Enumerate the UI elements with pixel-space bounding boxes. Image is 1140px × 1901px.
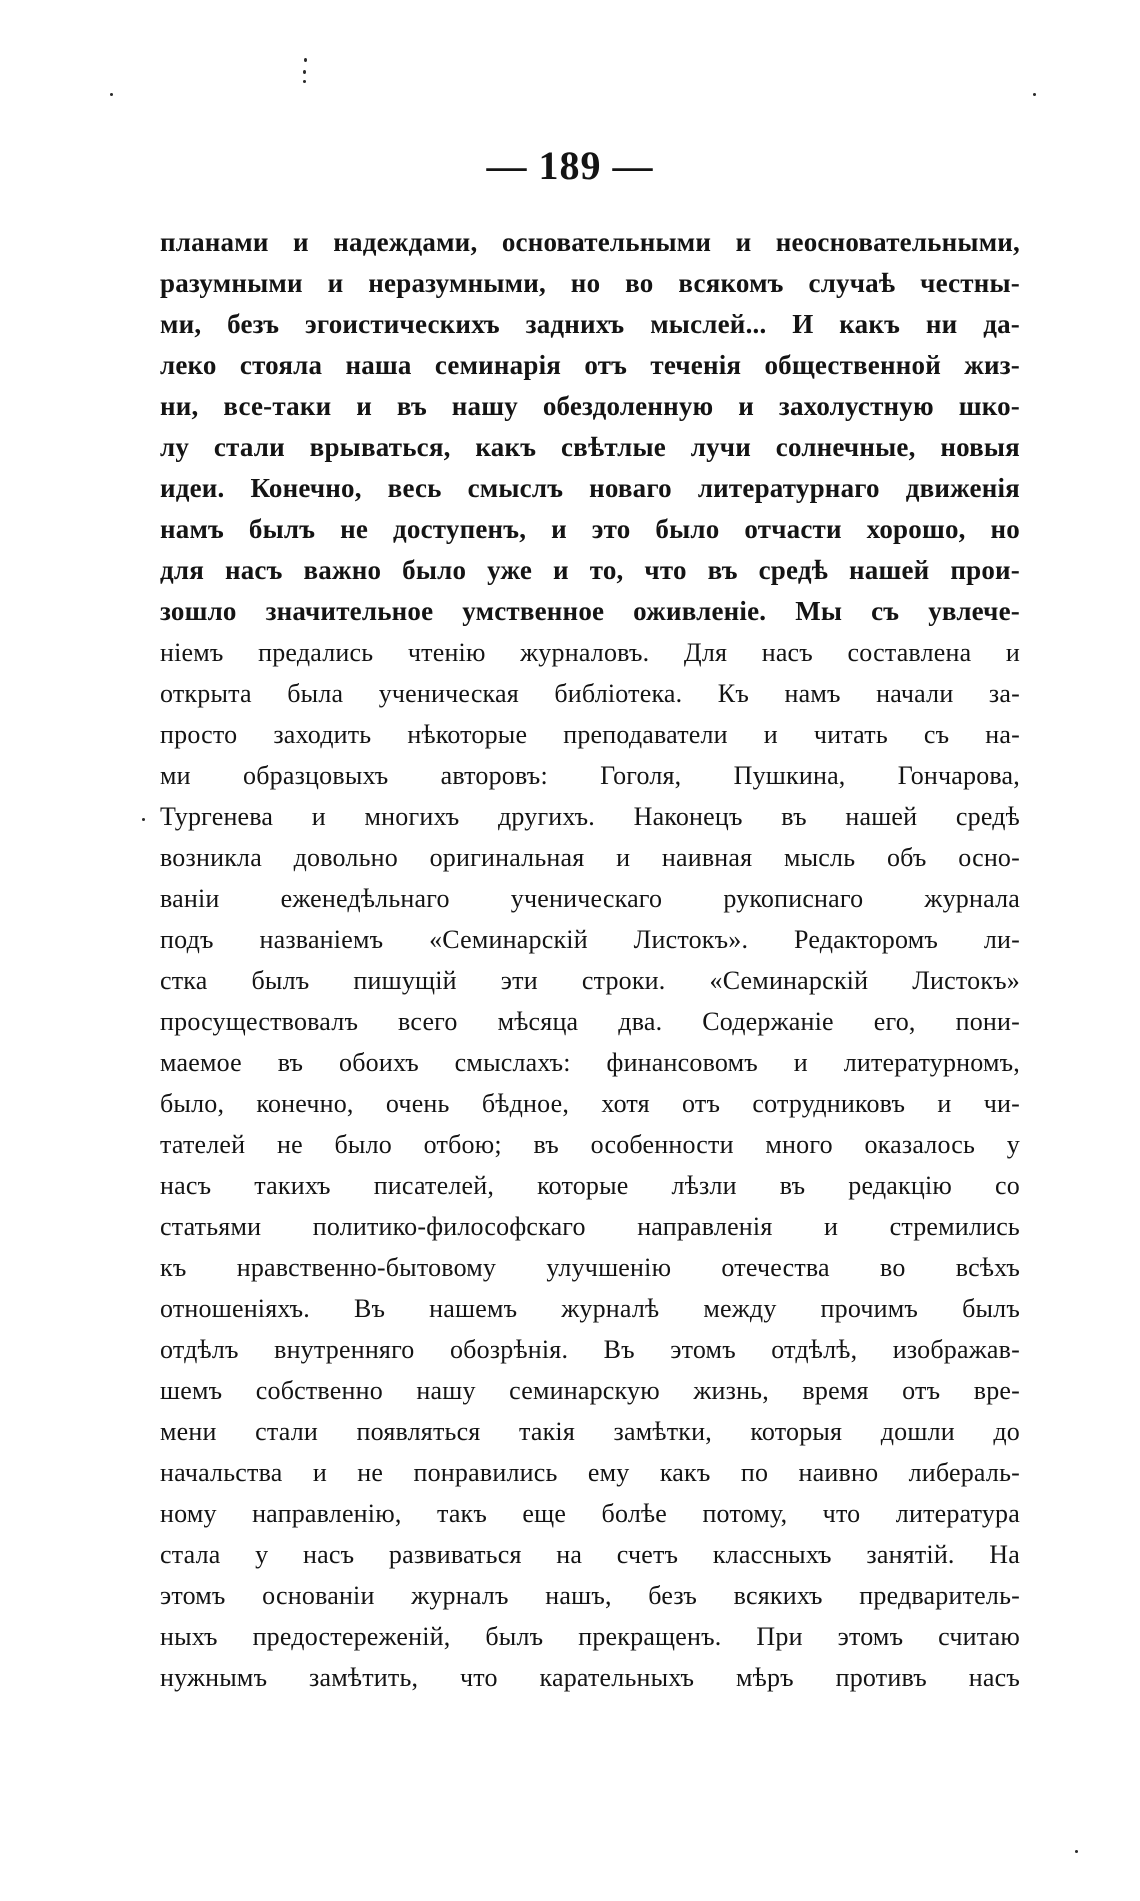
text-line: планами и надеждами, основательными и неосновательными, [160, 227, 1020, 257]
text-line: этомъ основаніи журналъ нашъ, безъ всякихъ предваритель- [160, 1581, 1020, 1610]
text-line: намъ былъ не доступенъ, и это было отчасти хорошо, но [160, 514, 1020, 544]
text-line: начальства и не понравились ему какъ по наивно либераль- [160, 1458, 1020, 1487]
print-speck [1075, 1850, 1078, 1853]
print-speck [1033, 93, 1036, 96]
text-line: насъ такихъ писателей, которые лѣзли въ редакцію со [160, 1171, 1020, 1200]
text-line: открыта была ученическая библіотека. Къ намъ начали за- [160, 679, 1020, 708]
print-speck [142, 818, 145, 821]
text-line: ни, все-таки и въ нашу обездоленную и захолустную шко- [160, 391, 1020, 421]
text-line: маемое въ обоихъ смыслахъ: финансовомъ и литературномъ, [160, 1048, 1020, 1077]
text-line: стка былъ пишущій эти строки. «Семинарскій Листокъ» [160, 966, 1020, 995]
print-speck [303, 80, 306, 83]
text-line: ми, безъ эгоистическихъ заднихъ мыслей... И какъ ни да- [160, 309, 1020, 339]
text-line: лу стали врываться, какъ свѣтлые лучи солнечные, новыя [160, 432, 1020, 462]
text-line: отдѣлъ внутренняго обозрѣнія. Въ этомъ отдѣлѣ, изображав- [160, 1335, 1020, 1364]
text-line: ному направленію, такъ еще болѣе потому, что литература [160, 1499, 1020, 1528]
text-line: идеи. Конечно, весь смыслъ новаго литературнаго движенія [160, 473, 1020, 503]
text-line: леко стояла наша семинарія отъ теченія общественной жиз- [160, 350, 1020, 380]
text-line: ваніи еженедѣльнаго ученическаго рукописнаго журнала [160, 884, 1020, 913]
text-line: просуществовалъ всего мѣсяца два. Содержаніе его, пони- [160, 1007, 1020, 1036]
text-line: тателей не было отбою; въ особенности много оказалось у [160, 1130, 1020, 1159]
text-line: для насъ важно было уже и то, что въ средѣ нашей прои- [160, 555, 1020, 585]
text-line: ныхъ предостереженій, былъ прекращенъ. При этомъ считаю [160, 1622, 1020, 1651]
page-number: — 189 — [486, 143, 654, 188]
text-line: ніемъ предались чтенію журналовъ. Для насъ составлена и [160, 638, 1020, 667]
print-speck [304, 58, 307, 62]
text-line: возникла довольно оригинальная и наивная мысль объ осно- [160, 843, 1020, 872]
text-line: мени стали появляться такія замѣтки, которыя дошли до [160, 1417, 1020, 1446]
text-line: статьями политико-философскаго направленія и стремились [160, 1212, 1020, 1241]
print-speck [110, 93, 113, 96]
text-line: къ нравственно-бытовому улучшенію отечества во всѣхъ [160, 1253, 1020, 1282]
text-line: подъ названіемъ «Семинарскій Листокъ». Редакторомъ ли- [160, 925, 1020, 954]
text-line: нужнымъ замѣтить, что карательныхъ мѣръ противъ насъ [160, 1663, 1020, 1692]
text-line: стала у насъ развиваться на счетъ классныхъ занятій. На [160, 1540, 1020, 1569]
text-line: шемъ собственно нашу семинарскую жизнь, время отъ вре- [160, 1376, 1020, 1405]
text-line: было, конечно, очень бѣдное, хотя отъ сотрудниковъ и чи- [160, 1089, 1020, 1118]
text-line: разумными и неразумными, но во всякомъ случаѣ честны- [160, 268, 1020, 298]
text-line: просто заходить нѣкоторые преподаватели и читать съ на- [160, 720, 1020, 749]
text-line: ми образцовыхъ авторовъ: Гоголя, Пушкина, Гончарова, [160, 761, 1020, 790]
body-text [160, 222, 1020, 1698]
print-speck [303, 70, 306, 74]
text-line: зошло значительное умственное оживленіе. Мы съ увлече- [160, 596, 1020, 626]
text-line: Тургенева и многихъ другихъ. Наконецъ въ нашей средѣ [160, 802, 1020, 831]
text-line: отношеніяхъ. Въ нашемъ журналѣ между прочимъ былъ [160, 1294, 1020, 1323]
